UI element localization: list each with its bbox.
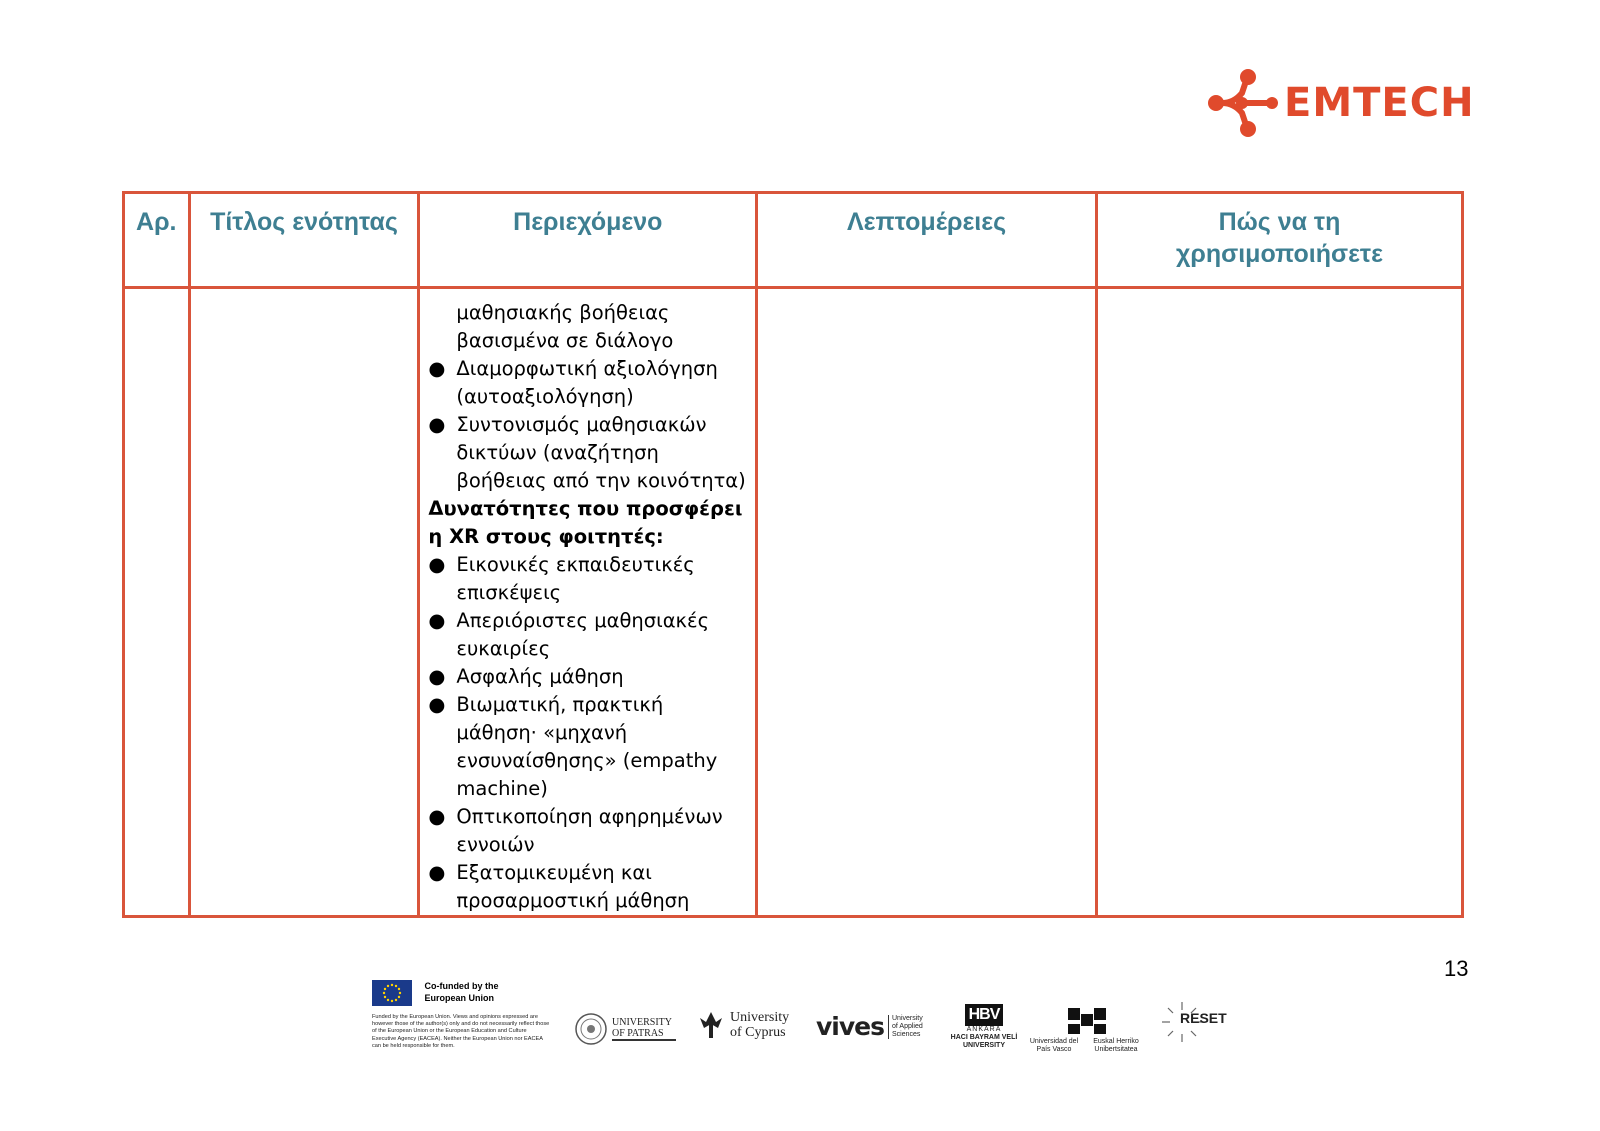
partner-ehu — [1022, 1004, 1152, 1054]
module-table — [122, 191, 1464, 918]
list-item — [428, 551, 749, 607]
header-how-to-use: Πώς να τη χρησιμοποιήσετε — [1096, 193, 1462, 288]
list-item — [428, 859, 749, 915]
patras-seal-icon — [574, 1012, 608, 1046]
cell-number — [124, 288, 190, 917]
partner-hbv — [938, 1004, 1030, 1050]
emtech-molecule-icon — [1208, 67, 1280, 139]
hbv-mark: HBV — [965, 1004, 1004, 1026]
cell-unit-title — [189, 288, 419, 917]
partner-patras — [574, 1012, 676, 1046]
table-row — [124, 288, 1463, 917]
partner-reset — [1166, 1010, 1227, 1026]
xr-heading: Δυνατότητες που προσφέρει η XR στους φοιτητές: — [428, 497, 743, 548]
cyprus-line: of Cyprus — [730, 1025, 786, 1040]
patras-label: UNIVERSITY OF PATRAS — [612, 1017, 676, 1041]
hbv-line: HACI BAYRAM VELİ — [950, 1034, 1018, 1041]
ehu-label: Universidad del País Vasco — [1029, 1038, 1079, 1053]
list-item-continuation — [428, 299, 749, 355]
list-item-text: Ασφαλής μάθηση — [456, 665, 624, 688]
partner-cyprus — [696, 1010, 789, 1040]
hbv-line: UNIVERSITY — [962, 1042, 1005, 1049]
cyprus-label — [730, 1010, 789, 1040]
vives-subtitle: University of Applied Sciences — [888, 1015, 926, 1039]
logo-text: EMTECH — [1284, 80, 1475, 126]
ehu-emblem-icon — [1064, 1004, 1110, 1038]
header-number: Αρ. — [124, 193, 190, 288]
list-line: βασισμένα σε διάλογο — [456, 329, 674, 352]
list-item-text: Εξατομικευμένη και προσαρμοστική μάθηση — [456, 861, 690, 912]
cell-how-to-use — [1096, 288, 1462, 917]
ehu-label: Euskal Herriko Unibertsitatea — [1093, 1038, 1139, 1053]
bullet-icon: ● — [428, 609, 446, 632]
list-item-text: Διαμορφωτική αξιολόγηση (αυτοαξιολόγηση) — [456, 357, 718, 408]
bullet-icon: ● — [428, 413, 446, 436]
reset-label: RESET — [1180, 1010, 1227, 1026]
hbv-line: ANKARA — [966, 1026, 1002, 1033]
list-line: μαθησιακής βοήθειας — [456, 301, 670, 324]
header-unit-title: Τίτλος ενότητας — [189, 193, 419, 288]
list-item — [428, 355, 749, 411]
cell-details — [757, 288, 1097, 917]
eu-disclaimer: Funded by the European Union. Views and opinions expressed are however those of the author(s) only and do not necessarily reflect those of the European Union or the European Education and Culture Executive Agency (EACEA). Neither the European Union nor EACEA can be held responsible for them. — [372, 1014, 550, 1049]
bullet-icon: ● — [428, 805, 446, 828]
bullet-icon: ● — [428, 861, 446, 884]
bullet-icon: ● — [428, 553, 446, 576]
list-item-text: Βιωματική, πρακτική μάθηση· «μηχανή ενσυναίσθησης» (empathy machine) — [456, 693, 718, 800]
list-item — [428, 803, 749, 859]
content-text — [420, 289, 755, 915]
list-item-text: Απεριόριστες μαθησιακές ευκαιρίες — [456, 609, 710, 660]
list-item-text: Συντονισμός μαθησιακών δικτύων (αναζήτηση βοήθειας από την κοινότητα) — [456, 413, 746, 492]
bullet-icon: ● — [428, 357, 446, 380]
vives-logo-text: vives — [816, 1012, 884, 1041]
list-item-text: Εικονικές εκπαιδευτικές επισκέψεις — [456, 553, 695, 604]
cell-content — [419, 288, 757, 917]
list-item — [428, 691, 749, 803]
list-item-text: Οπτικοποίηση αφηρημένων εννοιών — [456, 805, 723, 856]
table-header-row — [124, 193, 1463, 288]
ehu-labels — [1022, 1038, 1152, 1054]
partner-vives — [816, 1012, 926, 1041]
cyprus-tree-icon — [696, 1010, 726, 1040]
eu-cofunded-label: Co-funded by the European Union — [424, 981, 499, 1003]
header-content: Περιεχόμενο — [419, 193, 757, 288]
header-details: Λεπτομέρειες — [757, 193, 1097, 288]
list-item — [428, 607, 749, 663]
list-item — [428, 663, 749, 691]
bullet-icon: ● — [428, 665, 446, 688]
eu-flag-icon — [372, 980, 412, 1006]
cyprus-line: University — [730, 1010, 790, 1025]
eu-funding-block — [372, 980, 552, 1050]
list-item — [428, 411, 749, 495]
page-number: 13 — [1444, 956, 1469, 981]
emtech-logo — [1208, 66, 1475, 140]
bullet-icon: ● — [428, 693, 446, 716]
xr-list — [428, 551, 749, 915]
